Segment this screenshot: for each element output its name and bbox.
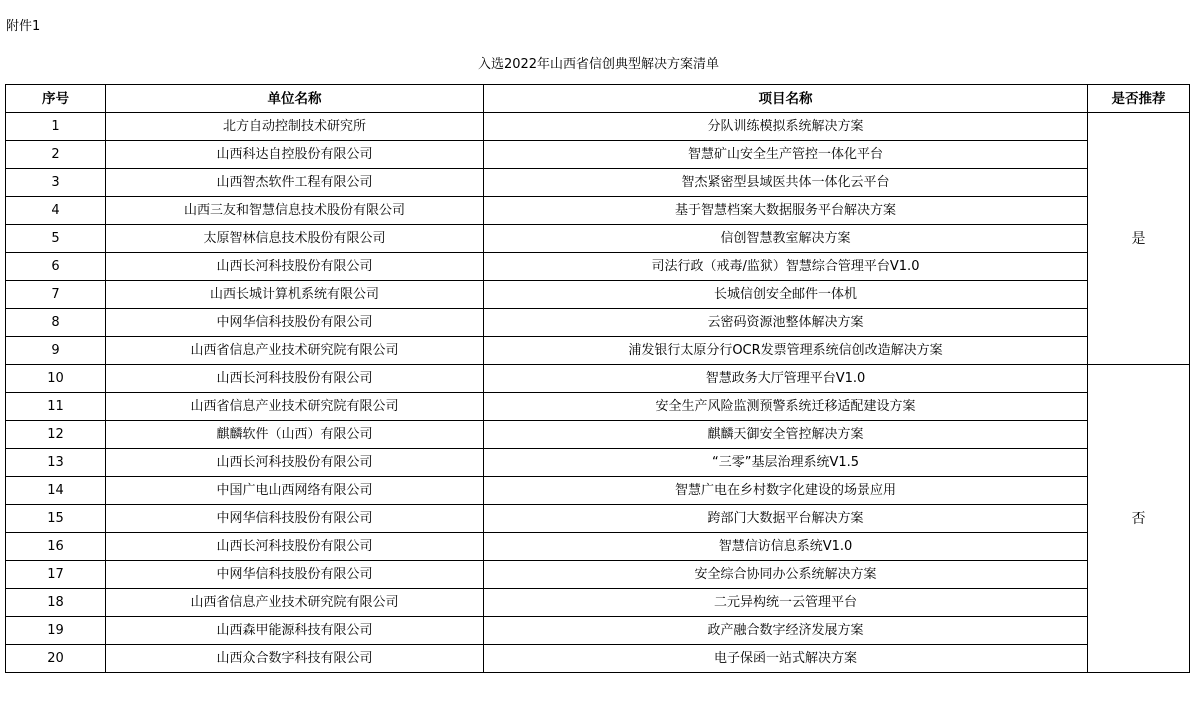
table-row bbox=[6, 281, 1190, 309]
table-row bbox=[6, 393, 1190, 421]
company-name: 山西省信息产业技术研究院有限公司 bbox=[106, 337, 484, 365]
row-number: 7 bbox=[6, 281, 106, 309]
company-name: 中网华信科技股份有限公司 bbox=[106, 561, 484, 589]
table-row bbox=[6, 477, 1190, 505]
table-row bbox=[6, 337, 1190, 365]
row-number: 6 bbox=[6, 253, 106, 281]
recommendation-cell: 否 bbox=[1088, 365, 1190, 673]
table-row bbox=[6, 113, 1190, 141]
project-name: 电子保函一站式解决方案 bbox=[484, 645, 1088, 673]
table-row bbox=[6, 225, 1190, 253]
row-number: 5 bbox=[6, 225, 106, 253]
row-number: 19 bbox=[6, 617, 106, 645]
project-name: 跨部门大数据平台解决方案 bbox=[484, 505, 1088, 533]
company-name: 北方自动控制技术研究所 bbox=[106, 113, 484, 141]
row-number: 15 bbox=[6, 505, 106, 533]
company-name: 山西智杰软件工程有限公司 bbox=[106, 169, 484, 197]
table-row bbox=[6, 309, 1190, 337]
row-number: 16 bbox=[6, 533, 106, 561]
table-row bbox=[6, 449, 1190, 477]
table-row bbox=[6, 533, 1190, 561]
row-number: 18 bbox=[6, 589, 106, 617]
table-row bbox=[6, 141, 1190, 169]
company-name: 山西长河科技股份有限公司 bbox=[106, 365, 484, 393]
table-row bbox=[6, 617, 1190, 645]
table-row bbox=[6, 421, 1190, 449]
row-number: 20 bbox=[6, 645, 106, 673]
table-row bbox=[6, 253, 1190, 281]
row-number: 12 bbox=[6, 421, 106, 449]
table-row bbox=[6, 169, 1190, 197]
company-name: 中网华信科技股份有限公司 bbox=[106, 309, 484, 337]
project-name: “三零”基层治理系统V1.5 bbox=[484, 449, 1088, 477]
table-row bbox=[6, 645, 1190, 673]
company-name: 山西省信息产业技术研究院有限公司 bbox=[106, 393, 484, 421]
solutions-table bbox=[5, 84, 1190, 673]
table-row bbox=[6, 589, 1190, 617]
column-header-number: 序号 bbox=[6, 85, 106, 113]
project-name: 分队训练模拟系统解决方案 bbox=[484, 113, 1088, 141]
company-name: 麒麟软件（山西）有限公司 bbox=[106, 421, 484, 449]
company-name: 山西长城计算机系统有限公司 bbox=[106, 281, 484, 309]
company-name: 山西长河科技股份有限公司 bbox=[106, 533, 484, 561]
table-row bbox=[6, 561, 1190, 589]
table-row bbox=[6, 505, 1190, 533]
row-number: 4 bbox=[6, 197, 106, 225]
project-name: 浦发银行太原分行OCR发票管理系统信创改造解决方案 bbox=[484, 337, 1088, 365]
company-name: 山西省信息产业技术研究院有限公司 bbox=[106, 589, 484, 617]
project-name: 智慧广电在乡村数字化建设的场景应用 bbox=[484, 477, 1088, 505]
column-header-recommend: 是否推荐 bbox=[1088, 85, 1190, 113]
row-number: 9 bbox=[6, 337, 106, 365]
project-name: 司法行政（戒毒/监狱）智慧综合管理平台V1.0 bbox=[484, 253, 1088, 281]
project-name: 智慧政务大厅管理平台V1.0 bbox=[484, 365, 1088, 393]
row-number: 8 bbox=[6, 309, 106, 337]
company-name: 太原智林信息技术股份有限公司 bbox=[106, 225, 484, 253]
row-number: 14 bbox=[6, 477, 106, 505]
project-name: 云密码资源池整体解决方案 bbox=[484, 309, 1088, 337]
company-name: 山西长河科技股份有限公司 bbox=[106, 253, 484, 281]
row-number: 11 bbox=[6, 393, 106, 421]
project-name: 安全生产风险监测预警系统迁移适配建设方案 bbox=[484, 393, 1088, 421]
project-name: 二元异构统一云管理平台 bbox=[484, 589, 1088, 617]
project-name: 基于智慧档案大数据服务平台解决方案 bbox=[484, 197, 1088, 225]
table-row bbox=[6, 365, 1190, 393]
project-name: 智慧矿山安全生产管控一体化平台 bbox=[484, 141, 1088, 169]
company-name: 山西森甲能源科技有限公司 bbox=[106, 617, 484, 645]
project-name: 信创智慧教室解决方案 bbox=[484, 225, 1088, 253]
column-header-company: 单位名称 bbox=[106, 85, 484, 113]
row-number: 3 bbox=[6, 169, 106, 197]
project-name: 政产融合数字经济发展方案 bbox=[484, 617, 1088, 645]
column-header-project: 项目名称 bbox=[484, 85, 1088, 113]
company-name: 中国广电山西网络有限公司 bbox=[106, 477, 484, 505]
recommendation-cell: 是 bbox=[1088, 113, 1190, 365]
row-number: 10 bbox=[6, 365, 106, 393]
project-name: 智慧信访信息系统V1.0 bbox=[484, 533, 1088, 561]
project-name: 长城信创安全邮件一体机 bbox=[484, 281, 1088, 309]
document-title: 入选2022年山西省信创典型解决方案清单 bbox=[477, 57, 720, 72]
company-name: 山西众合数字科技有限公司 bbox=[106, 645, 484, 673]
row-number: 17 bbox=[6, 561, 106, 589]
row-number: 2 bbox=[6, 141, 106, 169]
company-name: 山西长河科技股份有限公司 bbox=[106, 449, 484, 477]
row-number: 1 bbox=[6, 113, 106, 141]
table-row bbox=[6, 197, 1190, 225]
company-name: 山西科达自控股份有限公司 bbox=[106, 141, 484, 169]
row-number: 13 bbox=[6, 449, 106, 477]
project-name: 智杰紧密型县域医共体一体化云平台 bbox=[484, 169, 1088, 197]
attachment-label: 附件1 bbox=[6, 19, 41, 34]
project-name: 麒麟天御安全管控解决方案 bbox=[484, 421, 1088, 449]
project-name: 安全综合协同办公系统解决方案 bbox=[484, 561, 1088, 589]
company-name: 山西三友和智慧信息技术股份有限公司 bbox=[106, 197, 484, 225]
table-body bbox=[6, 113, 1190, 673]
table-header-row bbox=[6, 85, 1190, 113]
company-name: 中网华信科技股份有限公司 bbox=[106, 505, 484, 533]
